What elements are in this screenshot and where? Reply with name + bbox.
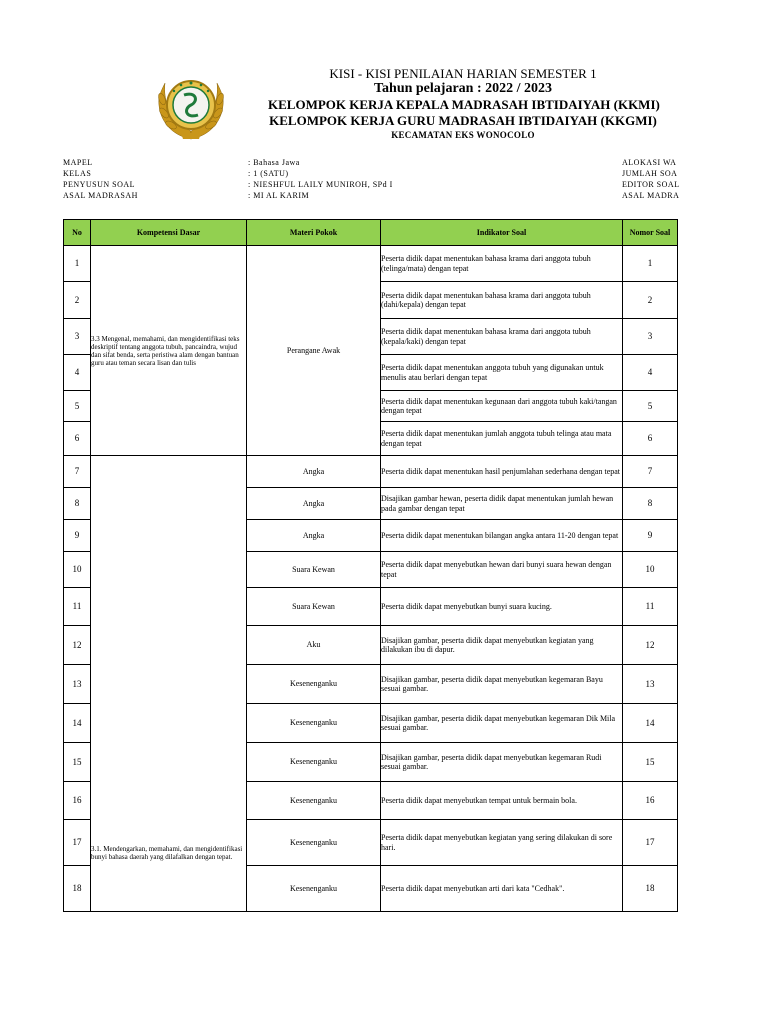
nomor-soal-cell: 12 — [623, 626, 678, 665]
kompetensi-dasar-cell: 3.1. Mendengarkan, memahami, dan mengidentifikasi bunyi bahasa daerah yang dilafalkan dengan tepat. — [91, 456, 247, 912]
nomor-soal-cell: 1 — [623, 246, 678, 282]
penyusun-label: PENYUSUN SOAL — [63, 180, 136, 189]
row-number: 14 — [64, 704, 91, 743]
nomor-soal-cell: 16 — [623, 782, 678, 820]
row-number: 13 — [64, 665, 91, 704]
row-number: 6 — [64, 422, 91, 456]
row-number: 18 — [64, 866, 91, 912]
indikator-soal-cell: Peserta didik dapat menentukan jumlah anggota tubuh telinga atau mata dengan tepat — [381, 422, 623, 456]
nomor-soal-cell: 17 — [623, 820, 678, 866]
kisi-kisi-table — [63, 219, 678, 912]
materi-pokok-cell: Kesenenganku — [247, 782, 381, 820]
header-materi-pokok: Materi Pokok — [247, 220, 381, 246]
materi-pokok-cell: Suara Kewan — [247, 552, 381, 588]
jumlah-soal-label: JUMLAH SOA — [622, 169, 678, 178]
row-number: 17 — [64, 820, 91, 866]
indikator-soal-cell: Peserta didik dapat menentukan bahasa krama dari anggota tubuh (kepala/kaki) dengan tepat — [381, 319, 623, 355]
row-number: 16 — [64, 782, 91, 820]
nomor-soal-cell: 2 — [623, 282, 678, 319]
title-kkmi: KELOMPOK KERJA KEPALA MADRASAH IBTIDAIYAH (KKMI) — [268, 97, 660, 112]
indikator-soal-cell: Peserta didik dapat menentukan kegunaan dari anggota tubuh kaki/tangan dengan tepat — [381, 391, 623, 422]
table-row — [64, 246, 678, 282]
row-number: 3 — [64, 319, 91, 355]
materi-pokok-cell: Angka — [247, 520, 381, 552]
kelas-label: KELAS — [63, 169, 92, 178]
title-kecamatan: KECAMATAN EKS WONOCOLO — [391, 130, 535, 140]
nomor-soal-cell: 9 — [623, 520, 678, 552]
title-kkgmi: KELOMPOK KERJA GURU MADRASAH IBTIDAIYAH (KKGMI) — [269, 113, 657, 128]
asal-madrasah-label: ASAL MADRASAH — [63, 191, 138, 200]
kompetensi-dasar-cell: 3.3 Mengenal, memahami, dan mengidentifikasi teks deskriptif tentang anggota tubuh, pancaindra, wujud dan sifat benda, serta peristiwa alam dengan bantuan guru atau teman secara lisan dan tulis — [91, 246, 247, 456]
mapel-label: MAPEL — [63, 158, 93, 167]
info-values — [248, 158, 393, 202]
row-number: 15 — [64, 743, 91, 782]
indikator-soal-cell: Peserta didik dapat menyebutkan tempat untuk bermain bola. — [381, 782, 623, 820]
indikator-soal-cell: Disajikan gambar, peserta didik dapat menyebutkan kegemaran Bayu sesuai gambar. — [381, 665, 623, 704]
row-number: 10 — [64, 552, 91, 588]
nomor-soal-cell: 7 — [623, 456, 678, 488]
indikator-soal-cell: Peserta didik dapat menyebutkan hewan dari bunyi suara hewan dengan tepat — [381, 552, 623, 588]
indikator-soal-cell: Disajikan gambar, peserta didik dapat menyebutkan kegiatan yang dilakukan ibu di dapur. — [381, 626, 623, 665]
materi-pokok-cell: Perangane Awak — [247, 246, 381, 456]
table-header-row — [64, 220, 678, 246]
title-tahun-pelajaran: Tahun pelajaran : 2022 / 2023 — [373, 81, 552, 96]
kelas-value: : 1 (SATU) — [248, 169, 289, 178]
indikator-soal-cell: Disajikan gambar hewan, peserta didik dapat menentukan jumlah hewan pada gambar dengan tepat — [381, 488, 623, 520]
nomor-soal-cell: 8 — [623, 488, 678, 520]
indikator-soal-cell: Peserta didik dapat menentukan bahasa krama dari anggota tubuh (telinga/mata) dengan tepat — [381, 246, 623, 282]
indikator-soal-cell: Peserta didik dapat menyebutkan kegiatan yang sering dilakukan di sore hari. — [381, 820, 623, 866]
row-number: 12 — [64, 626, 91, 665]
table-row — [64, 456, 678, 488]
editor-soal-label: EDITOR SOAL — [622, 180, 680, 189]
asal-madrasah-value: : MI AL KARIM — [248, 191, 310, 200]
row-number: 5 — [64, 391, 91, 422]
alokasi-waktu-label: ALOKASI WA — [622, 158, 677, 167]
nomor-soal-cell: 11 — [623, 588, 678, 626]
materi-pokok-cell: Angka — [247, 488, 381, 520]
nomor-soal-cell: 10 — [623, 552, 678, 588]
nomor-soal-cell: 13 — [623, 665, 678, 704]
indikator-soal-cell: Disajikan gambar, peserta didik dapat menyebutkan kegemaran Dik Mila sesuai gambar. — [381, 704, 623, 743]
nomor-soal-cell: 4 — [623, 355, 678, 391]
materi-pokok-cell: Aku — [247, 626, 381, 665]
title-kisi-kisi: KISI - KISI PENILAIAN HARIAN SEMESTER 1 — [329, 66, 597, 81]
row-number: 11 — [64, 588, 91, 626]
materi-pokok-cell: Kesenenganku — [247, 820, 381, 866]
asal-madrasah-right-label: ASAL MADRA — [622, 191, 680, 200]
indikator-soal-cell: Peserta didik dapat menentukan hasil penjumlahan sederhana dengan tepat — [381, 456, 623, 488]
materi-pokok-cell: Kesenenganku — [247, 743, 381, 782]
header-no: No — [64, 220, 91, 246]
indikator-soal-cell: Peserta didik dapat menyebutkan arti dari kata "Cedhak". — [381, 866, 623, 912]
indikator-soal-cell: Peserta didik dapat menentukan anggota tubuh yang digunakan untuk menulis atau berlari dengan tepat — [381, 355, 623, 391]
indikator-soal-cell: Peserta didik dapat menentukan bahasa krama dari anggota tubuh (dahi/kepala) dengan tepat — [381, 282, 623, 319]
materi-pokok-cell: Kesenenganku — [247, 704, 381, 743]
mapel-value: : Bahasa Jawa — [248, 158, 300, 167]
info-labels — [63, 158, 138, 202]
penyusun-value: : NIESHFUL LAILY MUNIROH, SPd I — [248, 180, 393, 189]
nomor-soal-cell: 18 — [623, 866, 678, 912]
nomor-soal-cell: 15 — [623, 743, 678, 782]
row-number: 8 — [64, 488, 91, 520]
row-number: 4 — [64, 355, 91, 391]
materi-pokok-cell: Kesenenganku — [247, 665, 381, 704]
madrasah-logo — [151, 69, 231, 143]
indikator-soal-cell: Disajikan gambar, peserta didik dapat menyebutkan kegemaran Rudi sesuai gambar. — [381, 743, 623, 782]
materi-pokok-cell: Angka — [247, 456, 381, 488]
header-nomor-soal: Nomor Soal — [623, 220, 678, 246]
nomor-soal-cell: 14 — [623, 704, 678, 743]
materi-pokok-cell: Suara Kewan — [247, 588, 381, 626]
nomor-soal-cell: 5 — [623, 391, 678, 422]
materi-pokok-cell: Kesenenganku — [247, 866, 381, 912]
indikator-soal-cell: Peserta didik dapat menyebutkan bunyi suara kucing. — [381, 588, 623, 626]
row-number: 7 — [64, 456, 91, 488]
indikator-soal-cell: Peserta didik dapat menentukan bilangan angka antara 11-20 dengan tepat — [381, 520, 623, 552]
header-indikator-soal: Indikator Soal — [381, 220, 623, 246]
header-kompetensi-dasar: Kompetensi Dasar — [91, 220, 247, 246]
nomor-soal-cell: 6 — [623, 422, 678, 456]
row-number: 9 — [64, 520, 91, 552]
info-right-labels — [622, 158, 768, 202]
row-number: 2 — [64, 282, 91, 319]
nomor-soal-cell: 3 — [623, 319, 678, 355]
row-number: 1 — [64, 246, 91, 282]
